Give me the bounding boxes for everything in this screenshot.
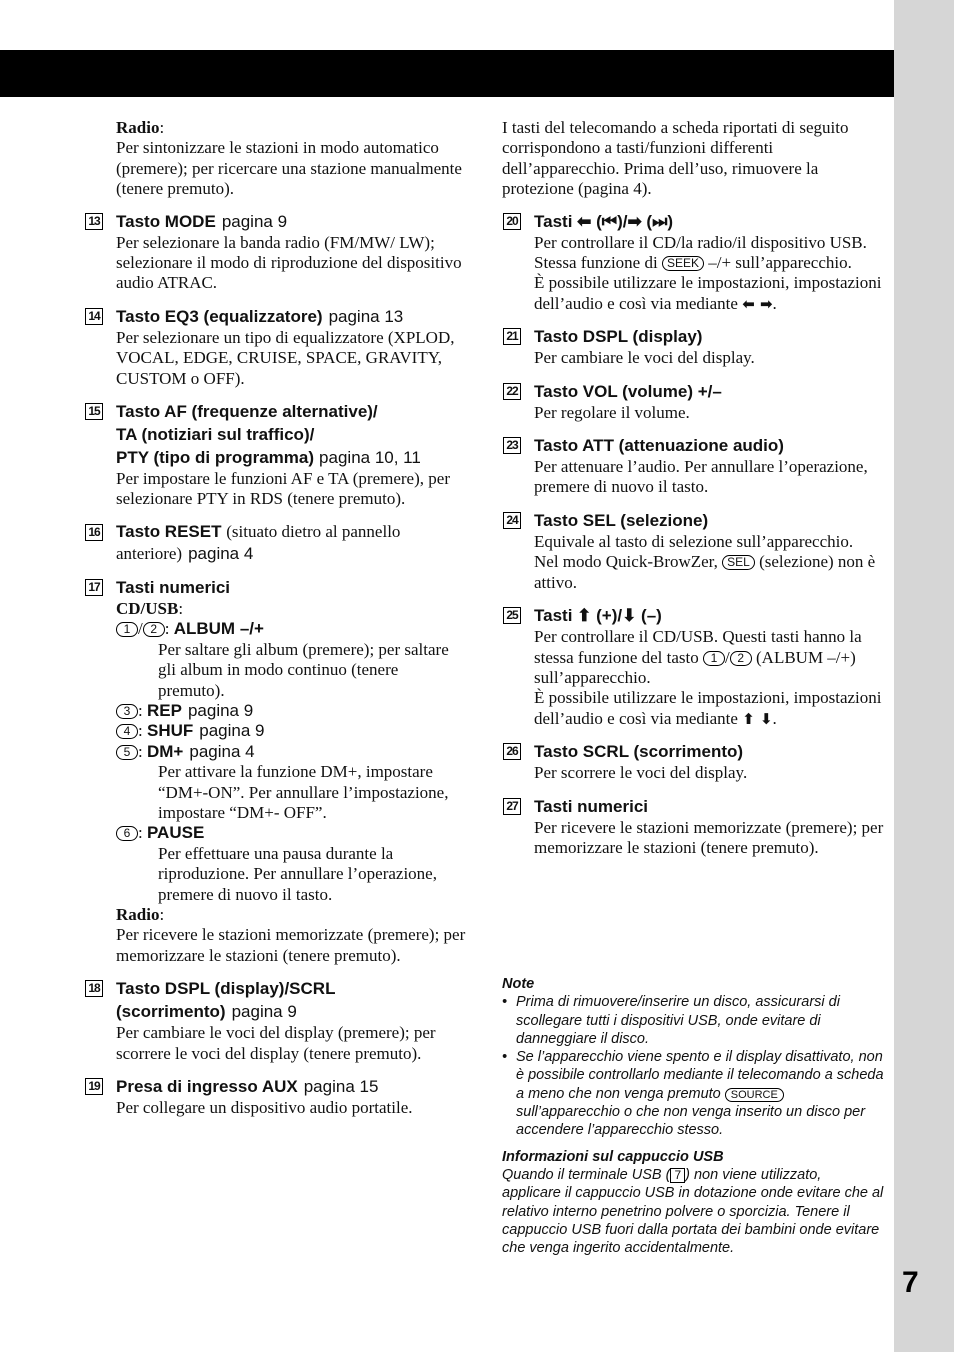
header-bar xyxy=(0,50,894,97)
usb-cap-text xyxy=(502,1166,884,1257)
shuf-label: SHUF xyxy=(146,721,194,741)
item-title: Tasto EQ3 (equalizzatore) xyxy=(116,306,323,326)
item-20 xyxy=(502,210,884,315)
album-desc: Per saltare gli album (premere); per saltare gli album in modo continuo (tenere premuto). xyxy=(158,639,449,700)
item-title: Tasti numerici xyxy=(534,796,648,816)
page-side-tab xyxy=(894,0,954,1352)
item-number: 20 xyxy=(503,213,521,230)
note-item xyxy=(502,993,884,1048)
item-title: Tasto SEL (selezione) xyxy=(534,510,709,530)
left-right-arrows-icon: ⬅ ➡ xyxy=(742,294,773,313)
item-13 xyxy=(84,210,468,294)
source-key-icon: SOURCE xyxy=(725,1088,784,1102)
item-desc: Equivale al tasto di selezione sull’apparecchio. xyxy=(534,531,854,551)
page-ref: pagina 13 xyxy=(328,306,404,326)
item-24 xyxy=(502,509,884,593)
key-2-icon: 2 xyxy=(143,622,165,637)
radio-intro: Radio: Per sintonizzare le stazioni in modo automatico (premere); per ricercare una stazione manualmente (tenere premuto). xyxy=(84,118,468,200)
item-desc-cont: (selezione) non è attivo. xyxy=(534,552,876,592)
item-desc: Per ricevere le stazioni memorizzate (premere); per memorizzare le stazioni (tenere premuto). xyxy=(534,817,884,857)
item-title: Tasto RESET xyxy=(116,521,222,541)
item-17: 17 Tasti numerici CD/USB: 1 / 2 : ALBUM –/+ Per saltare gli album (premere); per saltare gli album in modo continuo (tenere premuto). 3 : REP pagina 9 4 : SHUF pagina 9 5 : DM+ pagina 4 Per attivare la funzione DM+, impostare “DM+-ON”. Per annullare l’impostazione, impostare “DM+- OFF”. 6 : PAUSE Per effettuare una pausa durante la riproduzione. Per annullare l’operazione, premere di nuovo il tasto. Radio: Per ricevere le stazioni memorizzate (premere); per memorizzare le stazioni (tenere premuto). xyxy=(84,576,468,966)
left-column xyxy=(84,118,468,1129)
item-note: (situato dietro al pannello anteriore) xyxy=(116,521,401,563)
item-title-line-3: PTY (tipo di programma) xyxy=(116,448,315,468)
pause-desc: Per effettuare una pausa durante la riproduzione. Per annullare l’operazione, premere di nuovo il tasto. xyxy=(158,843,437,904)
remote-intro: I tasti del telecomando a scheda riportati di seguito corrispondono a tasti/funzioni differenti dell’apparecchio. Prima dell’uso, rimuovere la protezione (pagina 4). xyxy=(502,118,849,199)
item-title: Tasto ATT (attenuazione audio) xyxy=(534,436,784,456)
item-number: 22 xyxy=(503,383,521,400)
item-15 xyxy=(84,400,468,510)
key-1-icon: 1 xyxy=(116,622,138,637)
page-ref: pagina 10, 11 xyxy=(319,448,421,468)
page-ref: pagina 4 xyxy=(189,741,255,761)
item-desc-2: Nel modo Quick-BrowZer, xyxy=(534,552,718,572)
item-number: 19 xyxy=(85,1078,103,1095)
item-desc-cont: –/+ sull’apparecchio. xyxy=(708,253,852,273)
seek-key-icon: SEEK xyxy=(662,256,704,271)
item-desc: Per regolare il volume. xyxy=(534,402,690,422)
item-title-line-1: Tasto AF (frequenze alternative)/ xyxy=(116,402,378,422)
notes-section xyxy=(502,975,884,1257)
item-14 xyxy=(84,305,468,389)
page-ref: pagina 4 xyxy=(188,543,254,563)
item-desc-end: . xyxy=(772,708,777,728)
page-ref: pagina 9 xyxy=(231,1002,297,1022)
item-desc: Per controllare il CD/la radio/il dispositivo USB. Stessa funzione di xyxy=(534,232,867,273)
note-text: Prima di rimuovere/inserire un disco, assicurarsi di scollegare tutti i dispositivi USB, onde evitare di danneggiare il disco. xyxy=(516,994,840,1047)
radio-intro-text: Per sintonizzare le stazioni in modo automatico (premere); per ricercare una stazione manualmente (tenere premuto). xyxy=(116,138,462,199)
key-5-icon: 5 xyxy=(116,745,138,760)
item-number: 15 xyxy=(85,403,103,420)
note-text: Se l’apparecchio viene spento e il display disattivato, non è possibile controllarlo mediante il telecomando a scheda a meno che non venga premuto xyxy=(516,1049,884,1102)
item-desc: Per selezionare la banda radio (FM/MW/ LW); selezionare il modo di riproduzione del dispositivo audio ATRAC. xyxy=(116,232,462,293)
item-number: 17 xyxy=(85,579,103,596)
radio-intro-label: Radio xyxy=(116,118,160,137)
radio-desc: Per ricevere le stazioni memorizzate (premere); per memorizzare le stazioni (tenere premuto). xyxy=(116,925,466,965)
item-desc: Per cambiare le voci del display. xyxy=(534,348,755,368)
page-number: 7 xyxy=(902,1266,919,1299)
usb-cap-title: Informazioni sul cappuccio USB xyxy=(502,1148,724,1165)
item-desc: Per attenuare l’audio. Per annullare l’operazione, premere di nuovo il tasto. xyxy=(534,457,868,497)
usb-text-b: ) non viene utilizzato, applicare il cappuccio USB in dotazione onde evitare che al relativo interno penetrino polvere o sporcizia. Tenere il cappuccio USB fuori dalla portata dei bambini onde evitare che venga ingerito accidentalmente. xyxy=(502,1166,884,1257)
bullet-icon: • xyxy=(502,1049,508,1066)
key-3-icon: 3 xyxy=(116,704,138,719)
right-column xyxy=(502,118,884,869)
item-number: 16 xyxy=(85,524,103,541)
item-desc-2: È possibile utilizzare le impostazioni, impostazioni dell’audio e così via mediante xyxy=(534,273,882,313)
key-1-icon: 1 xyxy=(703,651,725,666)
dm-label: DM+ xyxy=(146,741,184,761)
item-title: Tasti ⬅ (⏮)/➡ (⏭) xyxy=(534,211,674,231)
item-27 xyxy=(502,795,884,859)
item-title: Tasto DSPL (display) xyxy=(534,327,703,347)
item-title-line-2: TA (notiziari sul traffico)/ xyxy=(116,425,315,445)
page-ref: pagina 9 xyxy=(187,700,254,720)
item-number: 21 xyxy=(503,328,521,345)
page-ref: pagina 15 xyxy=(303,1077,379,1096)
item-18 xyxy=(84,977,468,1064)
item-desc: Per impostare le funzioni AF e TA (premere), per selezionare PTY in RDS (tenere premuto). xyxy=(116,469,450,509)
item-desc: Per cambiare le voci del display (premere); per scorrere le voci del display (tenere premuto). xyxy=(116,1023,436,1063)
item-19 xyxy=(84,1075,468,1118)
rep-label: REP xyxy=(146,700,182,720)
item-desc-cont: (ALBUM –/+) sull’apparecchio. xyxy=(534,647,856,687)
page-ref: pagina 9 xyxy=(199,721,265,741)
usb-text-a: Quando il terminale USB ( xyxy=(502,1166,671,1183)
album-label: ALBUM –/+ xyxy=(173,619,264,639)
item-desc-end: . xyxy=(772,293,777,313)
item-title: Tasto SCRL (scorrimento) xyxy=(534,742,744,762)
item-title: Tasto DSPL (display)/SCRL (scorrimento) xyxy=(116,979,336,1022)
item-number: 25 xyxy=(503,607,521,624)
item-title: Presa di ingresso AUX xyxy=(116,1077,298,1096)
item-number: 18 xyxy=(85,980,103,997)
item-23 xyxy=(502,434,884,498)
item-22 xyxy=(502,380,884,423)
item-number: 13 xyxy=(85,213,103,230)
item-desc: Per controllare il CD/USB. Questi tasti hanno la stessa funzione del tasto xyxy=(534,627,862,667)
up-down-arrows-icon: ⬆ ⬇ xyxy=(742,709,773,728)
item-desc: Per collegare un dispositivo audio portatile. xyxy=(116,1098,413,1117)
item-21 xyxy=(502,325,884,368)
usb-terminal-box: 7 xyxy=(670,1168,685,1183)
item-16 xyxy=(84,521,468,565)
key-2-icon: 2 xyxy=(730,651,752,666)
bullet-icon: • xyxy=(502,994,508,1011)
pause-label: PAUSE xyxy=(146,823,205,843)
item-title: Tasto MODE xyxy=(116,211,216,231)
item-title: Tasti numerici xyxy=(116,577,230,597)
sel-key-icon: SEL xyxy=(722,555,755,570)
item-number: 27 xyxy=(503,798,521,815)
item-number: 23 xyxy=(503,437,521,454)
key-4-icon: 4 xyxy=(116,724,138,739)
item-number: 14 xyxy=(85,308,103,325)
item-desc: Per scorrere le voci del display. xyxy=(534,763,748,783)
item-desc-2: È possibile utilizzare le impostazioni, impostazioni dell’audio e così via mediante xyxy=(534,688,882,728)
key-6-icon: 6 xyxy=(116,826,138,841)
note-item xyxy=(502,1048,884,1139)
note-text-cont: sull’apparecchio o che non venga inserito un disco per accendere l’apparecchio stesso. xyxy=(516,1104,866,1139)
dm-desc: Per attivare la funzione DM+, impostare “DM+-ON”. Per annullare l’impostazione, impostare “DM+- OFF”. xyxy=(158,762,449,822)
item-number: 24 xyxy=(503,512,521,529)
item-desc: Per selezionare un tipo di equalizzatore (XPLOD, VOCAL, EDGE, CRUISE, SPACE, GRAVITY, CUSTOM o OFF). xyxy=(116,327,455,388)
radio-label: Radio xyxy=(116,904,160,924)
cdusb-label: CD/USB xyxy=(116,598,179,618)
item-title: Tasti ⬆ (+)/⬇ (–) xyxy=(534,606,662,626)
item-number: 26 xyxy=(503,743,521,760)
item-25: 25 Tasti ⬆ (+)/⬇ (–) Per controllare il CD/USB. Questi tasti hanno la stessa funzione del tasto 1 / 2 (ALBUM –/+) sull’apparecchio. È possibile utilizzare le impostazioni, impostazioni dell’audio e così via mediante ⬆ ⬇. xyxy=(502,604,884,729)
notes-title: Note xyxy=(502,976,535,992)
item-title: Tasto VOL (volume) +/– xyxy=(534,381,722,401)
page-ref: pagina 9 xyxy=(221,211,288,231)
item-26 xyxy=(502,740,884,783)
